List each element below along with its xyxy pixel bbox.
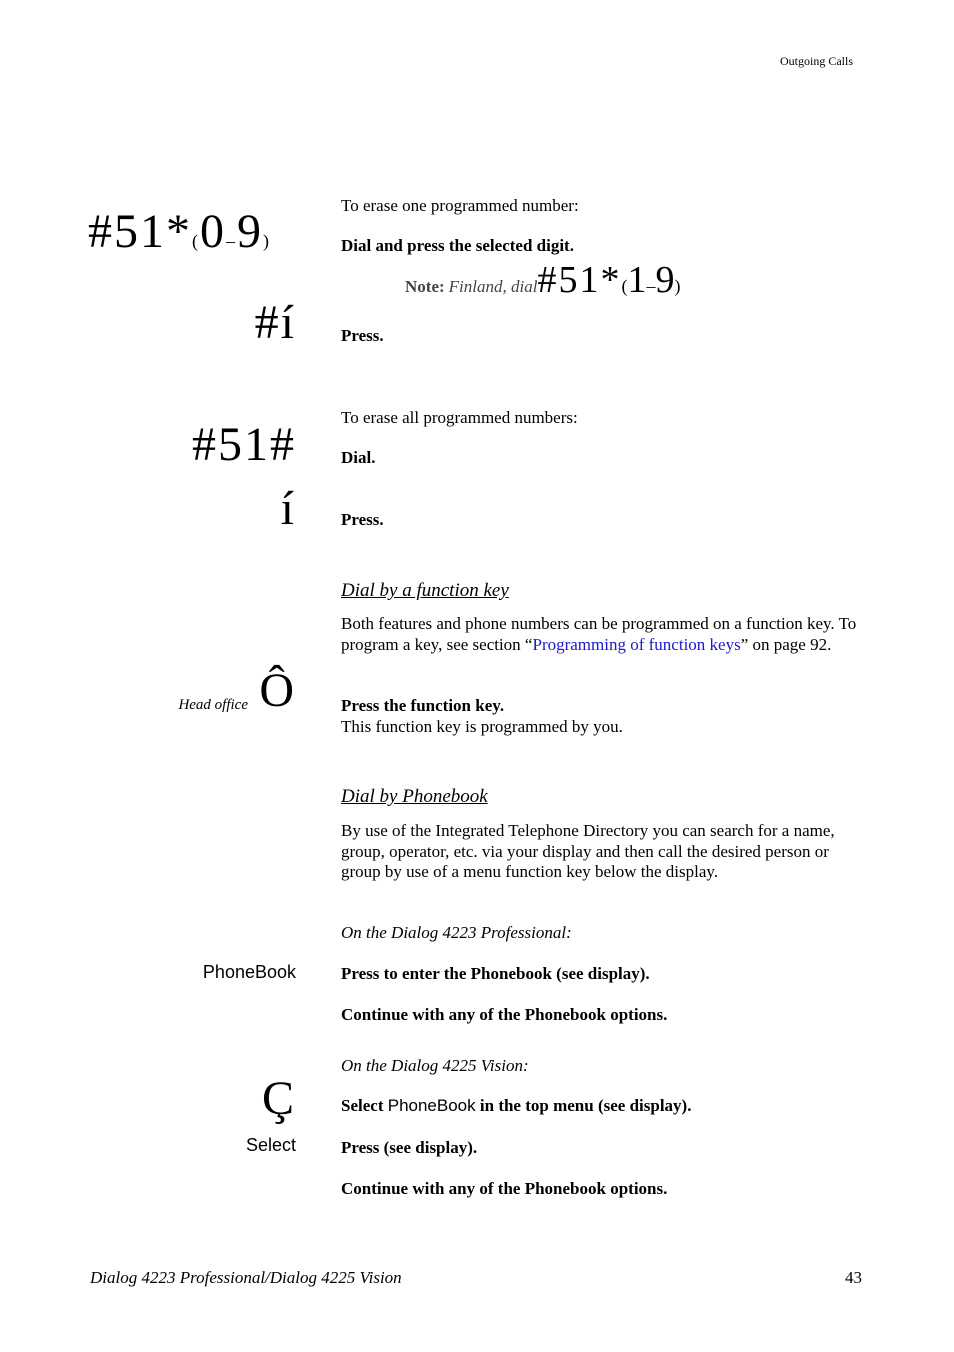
erase-one-step1: Dial and press the selected digit. (341, 236, 574, 255)
phonebook-paragraph: By use of the Integrated Telephone Directory you can search for a name, group, operator, etc. via your display and then call the desired person or group by use of a menu function key below the display. (341, 821, 835, 881)
key-code: #51* (88, 205, 192, 258)
professional-step1: Press to enter the Phonebook (see display). (341, 964, 650, 983)
vision-step2: Press (see display). (341, 1138, 478, 1157)
key-digit-from: 0 (200, 205, 226, 258)
erase-all-step1: Dial. (341, 448, 376, 467)
note-text: Finland, dial (448, 277, 538, 296)
key-paren-close: ) (263, 231, 271, 251)
function-key-para-post: ” on page 92. (740, 634, 832, 654)
navigation-key-icon: Ç (261, 1072, 296, 1125)
phonebook-heading: Dial by Phonebook (341, 786, 488, 807)
vision-label: On the Dialog 4225 Vision: (341, 1056, 529, 1075)
key-digit-to: 9 (237, 205, 263, 258)
erase-all-key-code: #51# (192, 418, 296, 471)
phonebook-softkey[interactable]: PhoneBook (202, 962, 296, 982)
function-key-icon: Ô (259, 664, 296, 717)
professional-step2: Continue with any of the Phonebook options. (341, 1005, 668, 1024)
note-key-close: ) (674, 276, 681, 296)
select-softkey[interactable]: Select (245, 1135, 296, 1155)
erase-one-intro: To erase one programmed number: (341, 196, 579, 215)
note-key-code: #51* (537, 259, 622, 301)
running-header: Outgoing Calls (780, 54, 854, 68)
finland-note (405, 258, 680, 302)
function-key-para-pre: Both features and phone numbers can be programmed on a function key. To program a key, see section “ (341, 614, 857, 654)
function-key-step-note: This function key is programmed by you. (341, 717, 623, 736)
key-paren-open: ( (192, 231, 200, 251)
hash-clear-key: #í (254, 296, 296, 349)
erase-all-step2: Press. (341, 510, 384, 529)
function-key-paragraph (341, 614, 861, 655)
vision-step1-pre: Select (341, 1096, 384, 1115)
head-office-label: Head office (178, 697, 248, 713)
note-key-open: ( (621, 276, 628, 296)
vision-step1-key: PhoneBook (387, 1096, 476, 1115)
erase-one-step2: Press. (341, 326, 384, 345)
erase-all-intro: To erase all programmed numbers: (341, 408, 578, 427)
function-key-heading: Dial by a function key (341, 580, 509, 601)
page-number: 43 (845, 1268, 862, 1287)
note-key-to: 9 (655, 259, 675, 301)
note-key-dash: – (646, 276, 656, 296)
key-dash: – (226, 231, 237, 251)
vision-step1 (341, 1096, 691, 1117)
programming-function-keys-link[interactable]: Programming of function keys (532, 634, 741, 654)
erase-one-key-sequence (88, 207, 271, 266)
clear-key: í (280, 482, 296, 535)
vision-step3: Continue with any of the Phonebook options. (341, 1179, 668, 1198)
professional-label: On the Dialog 4223 Professional: (341, 923, 572, 942)
footer-title: Dialog 4223 Professional/Dialog 4225 Vision (90, 1268, 402, 1287)
note-key-from: 1 (627, 259, 647, 301)
vision-step1-post: in the top menu (see display). (479, 1096, 692, 1115)
note-label: Note: (405, 277, 445, 296)
function-key-step: Press the function key. (341, 696, 505, 715)
